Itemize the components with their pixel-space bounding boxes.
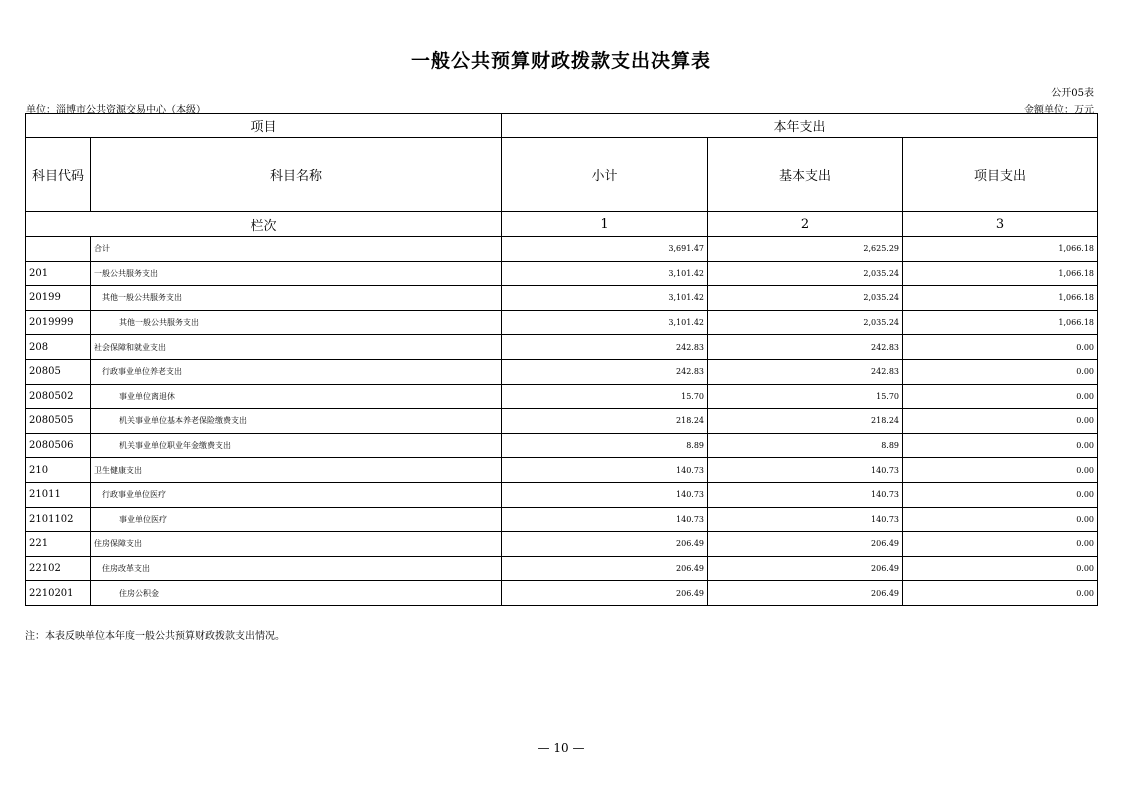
- table-row: [26, 310, 1098, 335]
- row-name: 事业单位离退休: [91, 384, 502, 409]
- header-col3: 3: [903, 212, 1098, 237]
- unit-label: 单位：淄博市公共资源交易中心（本级）: [26, 105, 206, 116]
- row-project: 0.00: [903, 433, 1098, 458]
- row-subtotal: 3,691.47: [502, 237, 708, 262]
- row-code: [26, 237, 91, 262]
- header-project: 项目: [26, 114, 502, 138]
- row-name: 社会保障和就业支出: [91, 335, 502, 360]
- table-row: [26, 286, 1098, 311]
- row-basic: 206.49: [708, 556, 903, 581]
- row-subtotal: 218.24: [502, 409, 708, 434]
- row-basic: 15.70: [708, 384, 903, 409]
- row-basic: 2,035.24: [708, 286, 903, 311]
- row-code: 221: [26, 532, 91, 557]
- row-subtotal: 140.73: [502, 458, 708, 483]
- row-basic: 218.24: [708, 409, 903, 434]
- row-code: 21011: [26, 482, 91, 507]
- row-code: 2019999: [26, 310, 91, 335]
- row-subtotal: 3,101.42: [502, 261, 708, 286]
- header-col1: 1: [502, 212, 708, 237]
- row-basic: 242.83: [708, 335, 903, 360]
- header-current-year: 本年支出: [502, 114, 1098, 138]
- row-code: 210: [26, 458, 91, 483]
- row-project: 1,066.18: [903, 237, 1098, 262]
- row-name: 机关事业单位职业年金缴费支出: [91, 433, 502, 458]
- row-subtotal: 206.49: [502, 532, 708, 557]
- table-row: [26, 581, 1098, 606]
- row-basic: 8.89: [708, 433, 903, 458]
- row-project: 0.00: [903, 458, 1098, 483]
- row-basic: 242.83: [708, 359, 903, 384]
- row-project: 0.00: [903, 359, 1098, 384]
- header-project-exp: 项目支出: [903, 138, 1098, 212]
- amount-unit-label: 金额单位：万元: [1024, 105, 1094, 116]
- row-name: 机关事业单位基本养老保险缴费支出: [91, 409, 502, 434]
- row-basic: 206.49: [708, 532, 903, 557]
- table-row: [26, 556, 1098, 581]
- row-name: 行政事业单位医疗: [91, 482, 502, 507]
- row-name: 其他一般公共服务支出: [91, 286, 502, 311]
- row-name: 其他一般公共服务支出: [91, 310, 502, 335]
- row-project: 0.00: [903, 335, 1098, 360]
- row-subtotal: 206.49: [502, 581, 708, 606]
- row-basic: 140.73: [708, 458, 903, 483]
- header-row-2: [26, 138, 1098, 212]
- row-name: 住房改革支出: [91, 556, 502, 581]
- row-project: 1,066.18: [903, 286, 1098, 311]
- row-basic: 2,035.24: [708, 310, 903, 335]
- header-col2: 2: [708, 212, 903, 237]
- header-row-3: [26, 212, 1098, 237]
- row-basic: 140.73: [708, 482, 903, 507]
- row-name: 合计: [91, 237, 502, 262]
- table-row: [26, 433, 1098, 458]
- header-name: 科目名称: [91, 138, 502, 212]
- row-subtotal: 8.89: [502, 433, 708, 458]
- row-name: 住房保障支出: [91, 532, 502, 557]
- header-code: 科目代码: [26, 138, 91, 212]
- header-column-index: 栏次: [26, 212, 502, 237]
- table-row: [26, 359, 1098, 384]
- row-name: 一般公共服务支出: [91, 261, 502, 286]
- row-project: 0.00: [903, 409, 1098, 434]
- row-name: 卫生健康支出: [91, 458, 502, 483]
- row-basic: 2,035.24: [708, 261, 903, 286]
- row-subtotal: 15.70: [502, 384, 708, 409]
- row-code: 2101102: [26, 507, 91, 532]
- page-number: — 10 —: [537, 741, 585, 755]
- row-basic: 2,625.29: [708, 237, 903, 262]
- table-row: [26, 409, 1098, 434]
- row-project: 0.00: [903, 581, 1098, 606]
- row-name: 行政事业单位养老支出: [91, 359, 502, 384]
- row-subtotal: 140.73: [502, 482, 708, 507]
- row-subtotal: 242.83: [502, 359, 708, 384]
- row-code: 20199: [26, 286, 91, 311]
- row-code: 20805: [26, 359, 91, 384]
- row-code: 201: [26, 261, 91, 286]
- table-row: [26, 482, 1098, 507]
- row-project: 1,066.18: [903, 261, 1098, 286]
- table-row: [26, 261, 1098, 286]
- header-basic: 基本支出: [708, 138, 903, 212]
- row-subtotal: 206.49: [502, 556, 708, 581]
- row-code: 208: [26, 335, 91, 360]
- expenditure-table: [25, 113, 1098, 606]
- table-row: [26, 384, 1098, 409]
- page-title: 一般公共预算财政拨款支出决算表: [410, 50, 711, 72]
- table-code-label: 公开05表: [1051, 88, 1094, 99]
- header-row-1: [26, 114, 1098, 138]
- table-row: [26, 237, 1098, 262]
- row-project: 1,066.18: [903, 310, 1098, 335]
- table-row: [26, 507, 1098, 532]
- row-basic: 140.73: [708, 507, 903, 532]
- table-note: 注：本表反映单位本年度一般公共预算财政拨款支出情况。: [25, 631, 285, 642]
- row-project: 0.00: [903, 482, 1098, 507]
- row-subtotal: 3,101.42: [502, 286, 708, 311]
- table-row: [26, 532, 1098, 557]
- row-project: 0.00: [903, 507, 1098, 532]
- row-name: 事业单位医疗: [91, 507, 502, 532]
- row-project: 0.00: [903, 384, 1098, 409]
- row-subtotal: 3,101.42: [502, 310, 708, 335]
- row-code: 2080505: [26, 409, 91, 434]
- row-code: 2080502: [26, 384, 91, 409]
- row-code: 2080506: [26, 433, 91, 458]
- table-row: [26, 458, 1098, 483]
- row-subtotal: 242.83: [502, 335, 708, 360]
- row-project: 0.00: [903, 532, 1098, 557]
- row-code: 2210201: [26, 581, 91, 606]
- row-project: 0.00: [903, 556, 1098, 581]
- row-name: 住房公积金: [91, 581, 502, 606]
- row-basic: 206.49: [708, 581, 903, 606]
- table-row: [26, 335, 1098, 360]
- row-subtotal: 140.73: [502, 507, 708, 532]
- row-code: 22102: [26, 556, 91, 581]
- header-subtotal: 小计: [502, 138, 708, 212]
